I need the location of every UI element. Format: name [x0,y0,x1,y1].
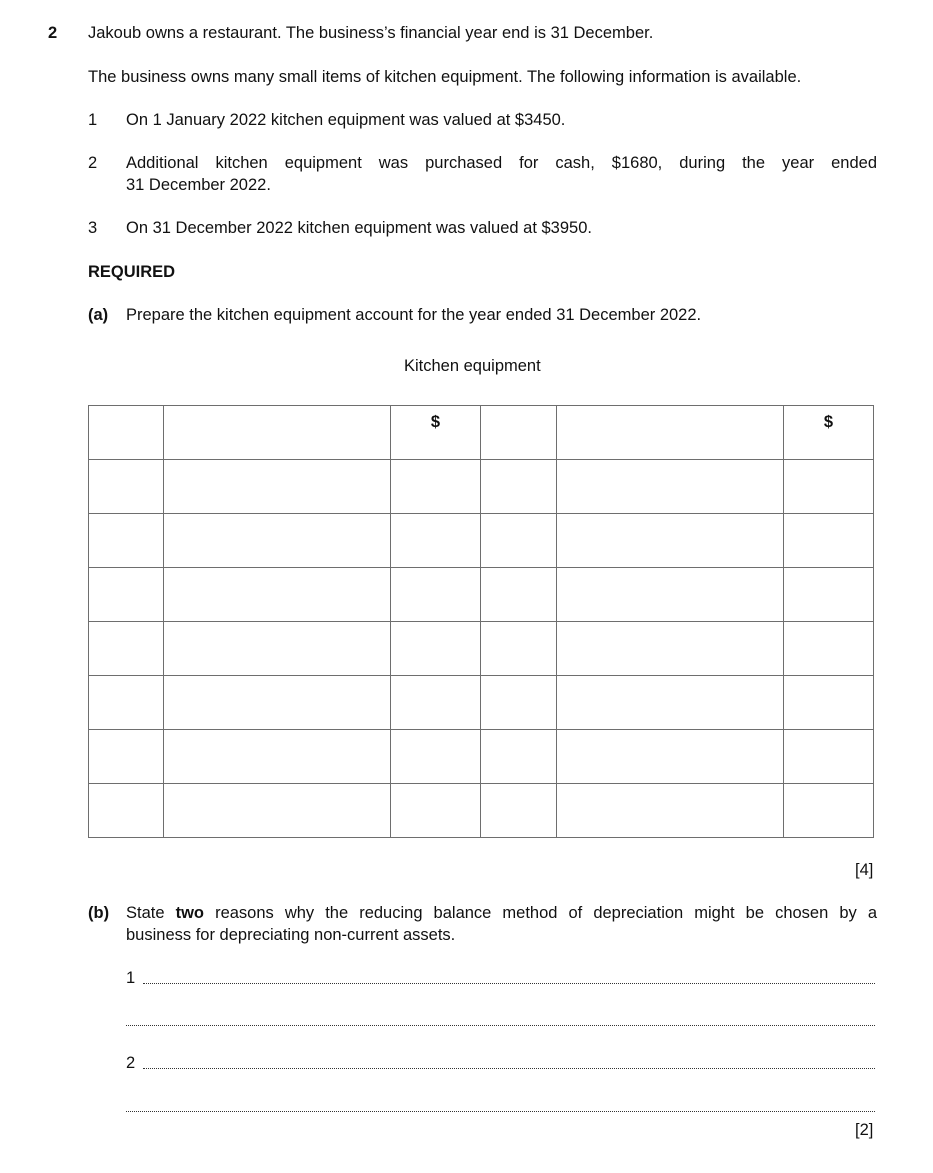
table-row [89,676,874,730]
amount-cell[interactable] [784,784,874,838]
answer-line[interactable] [143,1068,875,1069]
details-cell[interactable] [557,730,784,784]
part-b-text-post: reasons why the reducing balance method of depreciation might be chosen by a [204,904,877,922]
amount-cell[interactable] [784,730,874,784]
answer-line[interactable] [126,1025,875,1026]
item-number: 1 [88,111,98,129]
table-row [89,460,874,514]
date-cell[interactable] [89,676,164,730]
date-cell[interactable] [481,514,557,568]
date-cell[interactable] [89,568,164,622]
ledger-account-table [88,405,874,838]
marks-b: [2] [855,1121,874,1139]
amount-cell[interactable] [391,622,481,676]
date-cell[interactable] [89,784,164,838]
details-cell[interactable] [557,514,784,568]
item-text: On 31 December 2022 kitchen equipment was valued at $3950. [126,219,592,237]
amount-cell[interactable] [391,676,481,730]
currency-label: $ [430,413,441,431]
part-b-text-cont: business for depreciating non-current assets. [126,926,456,944]
part-b-text-pre: State [126,904,176,922]
table-row [89,730,874,784]
answer-line[interactable] [126,1111,875,1112]
date-cell[interactable] [481,730,557,784]
date-cell[interactable] [89,460,164,514]
date-cell[interactable] [89,406,164,460]
details-cell[interactable] [557,406,784,460]
item-text: Additional kitchen equipment was purchased for cash, $1680, during the year ended [126,154,877,172]
amount-cell[interactable] [784,676,874,730]
amount-cell[interactable] [391,568,481,622]
table-row [89,514,874,568]
amount-cell[interactable] [784,568,874,622]
details-cell[interactable] [164,460,391,514]
account-title: Kitchen equipment [404,357,541,375]
part-b-text [126,903,877,923]
amount-cell[interactable] [784,460,874,514]
answer-line[interactable] [143,983,875,984]
details-cell[interactable] [557,568,784,622]
item-text: On 1 January 2022 kitchen equipment was valued at $3450. [126,111,566,129]
amount-cell[interactable] [784,514,874,568]
question-number: 2 [48,24,58,42]
amount-cell[interactable] [391,730,481,784]
date-cell[interactable] [481,568,557,622]
date-cell[interactable] [481,460,557,514]
date-cell[interactable] [481,406,557,460]
details-cell[interactable] [164,784,391,838]
answer-number: 1 [126,969,136,987]
amount-cell[interactable] [391,406,481,460]
details-cell[interactable] [557,460,784,514]
marks-a: [4] [855,861,874,879]
item-number: 2 [88,154,98,172]
amount-cell[interactable] [391,460,481,514]
details-cell[interactable] [557,784,784,838]
item-text-cont: 31 December 2022. [126,176,271,194]
details-cell[interactable] [164,406,391,460]
part-a-label: (a) [88,306,109,324]
amount-cell[interactable] [391,784,481,838]
question-intro: Jakoub owns a restaurant. The business’s financial year end is 31 December. [88,24,654,42]
table-header-row [89,406,874,460]
part-b-emphasis: two [175,904,205,922]
date-cell[interactable] [89,622,164,676]
date-cell[interactable] [89,730,164,784]
date-cell[interactable] [481,676,557,730]
details-cell[interactable] [557,622,784,676]
date-cell[interactable] [481,784,557,838]
date-cell[interactable] [481,622,557,676]
amount-cell[interactable] [391,514,481,568]
amount-cell[interactable] [784,622,874,676]
date-cell[interactable] [89,514,164,568]
table-row [89,784,874,838]
currency-label: $ [823,413,834,431]
details-cell[interactable] [164,622,391,676]
details-cell[interactable] [164,676,391,730]
details-cell[interactable] [164,568,391,622]
item-number: 3 [88,219,98,237]
table-row [89,622,874,676]
amount-cell[interactable] [784,406,874,460]
details-cell[interactable] [557,676,784,730]
table-row [89,568,874,622]
question-context: The business owns many small items of kitchen equipment. The following information is available. [88,68,802,86]
part-b-label: (b) [88,904,110,922]
details-cell[interactable] [164,730,391,784]
required-heading: REQUIRED [88,263,176,281]
details-cell[interactable] [164,514,391,568]
part-a-text: Prepare the kitchen equipment account for the year ended 31 December 2022. [126,306,702,324]
answer-number: 2 [126,1054,136,1072]
